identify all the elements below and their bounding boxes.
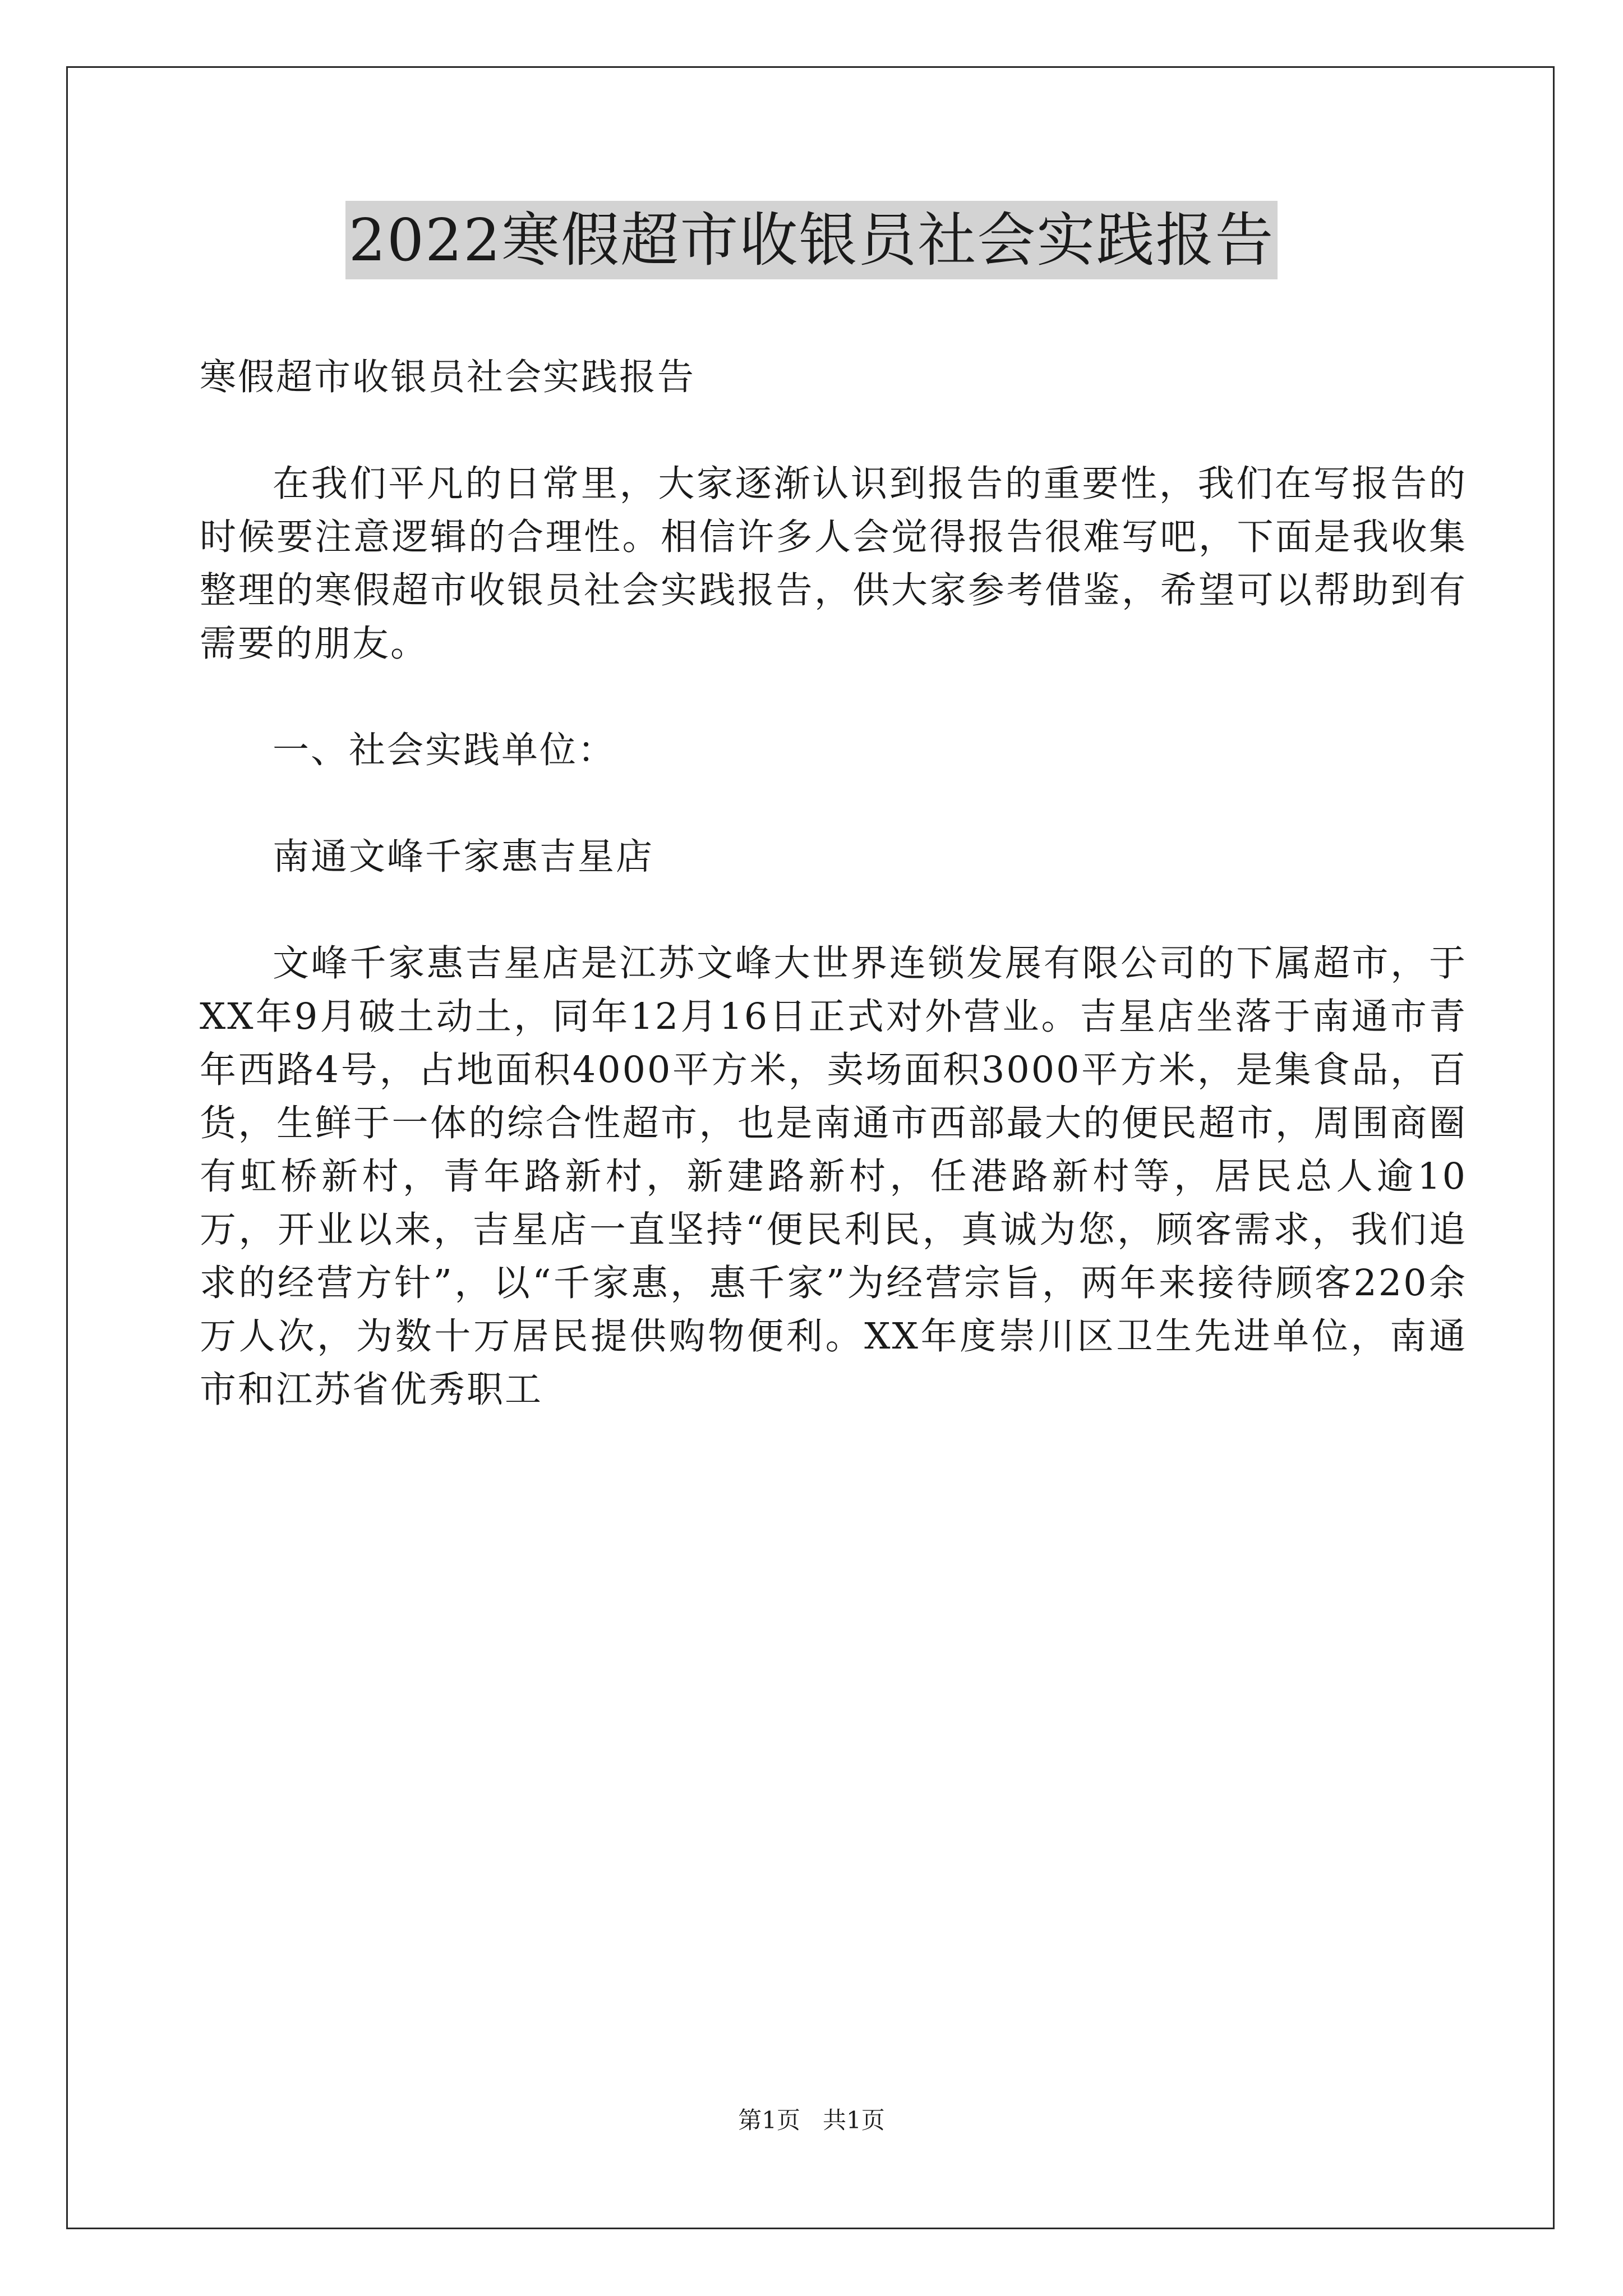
title-container — [0, 201, 1623, 279]
page-footer: 第1页 共1页 — [738, 2106, 885, 2134]
intro-paragraph: 在我们平凡的日常里，大家逐渐认识到报告的重要性，我们在写报告的时候要注意逻辑的合理性。相信许多人会觉得报告很难写吧，下面是我收集整理的寒假超市收银员社会实践报告，供大家参考借鉴，希望可以帮助到有需要的朋友。 — [200, 463, 1467, 665]
unit-name-paragraph: 南通文峰千家惠吉星店 — [273, 836, 654, 878]
document-body — [200, 351, 1467, 1470]
unit-description-paragraph: 文峰千家惠吉星店是江苏文峰大世界连锁发展有限公司的下属超市，于XX年9月破土动土，同年12月16日正式对外营业。吉星店坐落于南通市青年西路4号，占地面积4000平方米，卖场面积3000平方米，是集食品，百货，生鲜于一体的综合性超市，也是南通市西部最大的便民超市，周围商圈有虹桥新村，青年路新村，新建路新村，任港路新村等，居民总人逾10万，开业以来，吉星店一直坚持“便民利民，真诚为您，顾客需求，我们追求的经营方针”，以“千家惠，惠千家”为经营宗旨，两年来接待顾客220余万人次，为数十万居民提供购物便利。XX年度崇川区卫生先进单位，南通市和江苏省优秀职工 — [200, 942, 1467, 1411]
document-title: 2022寒假超市收银员社会实践报告 — [345, 201, 1278, 279]
section-heading: 一、社会实践单位： — [273, 729, 616, 771]
subtitle-paragraph: 寒假超市收银员社会实践报告 — [200, 356, 696, 398]
